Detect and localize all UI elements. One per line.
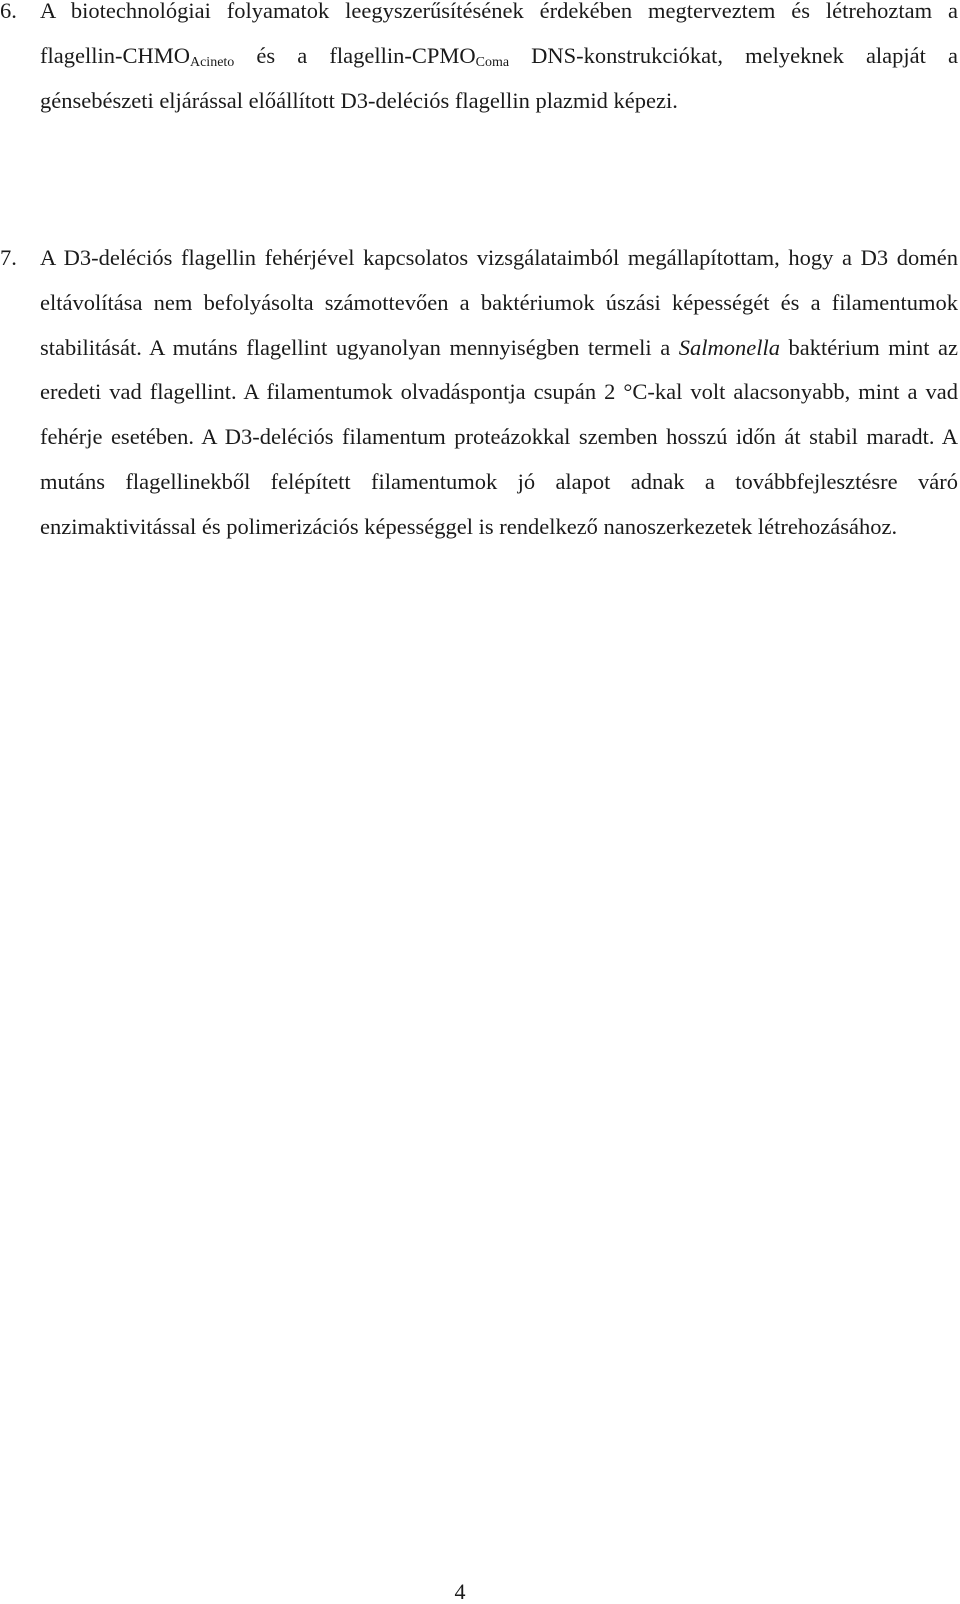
subscript-acineto: Acineto [189, 54, 235, 70]
item-text-part: DNS-konstrukciókat, melyeknek alapját a génsebészeti eljárással előállított D3-deléciós flagellin plazmid képezi. [40, 42, 958, 113]
species-name: Salmonella [678, 334, 780, 360]
item-text-part: és a flagellin-CPMO [234, 42, 476, 68]
subscript-coma: Coma [475, 54, 510, 70]
page-number: 4 [454, 1579, 466, 1604]
item-text-part: A biotechnológiai folyamatok leegyszerűsítésének érdekében megterveztem és létrehoztam a flagellin-CHMO [40, 0, 958, 68]
item-text-part: baktérium mint az eredeti vad flagellint. A filamentumok olvadáspontja csupán 2 °C-kal volt alacsonyabb, mint a vad fehérje esetében. A D3-deléciós filamentum proteázokkal szemben hosszú időn át stabil maradt. A mutáns flagellinekből felépített filamentumok jó alapot adnak a továbbfejlesztésre váró enzimaktivitással és polimerizációs képességgel is rendelkező nanoszerkezetek létrehozásához. [40, 334, 958, 539]
item-text [40, 0, 958, 123]
list-item-6 [0, 0, 958, 123]
item-text-part: A D3-deléciós flagellin fehérjével kapcsolatos vizsgálataimból megállapítottam, hogy a D3 domén eltávolítása nem befolyásolta számottevően a baktériumok úszási képességét és a filamentumok stabilitását. A mutáns flagellint ugyanolyan mennyiségben termeli a [40, 245, 958, 360]
item-number: 7. [0, 245, 17, 270]
item-text [40, 236, 958, 550]
list-item-7 [0, 236, 958, 550]
item-number: 6. [0, 0, 17, 23]
